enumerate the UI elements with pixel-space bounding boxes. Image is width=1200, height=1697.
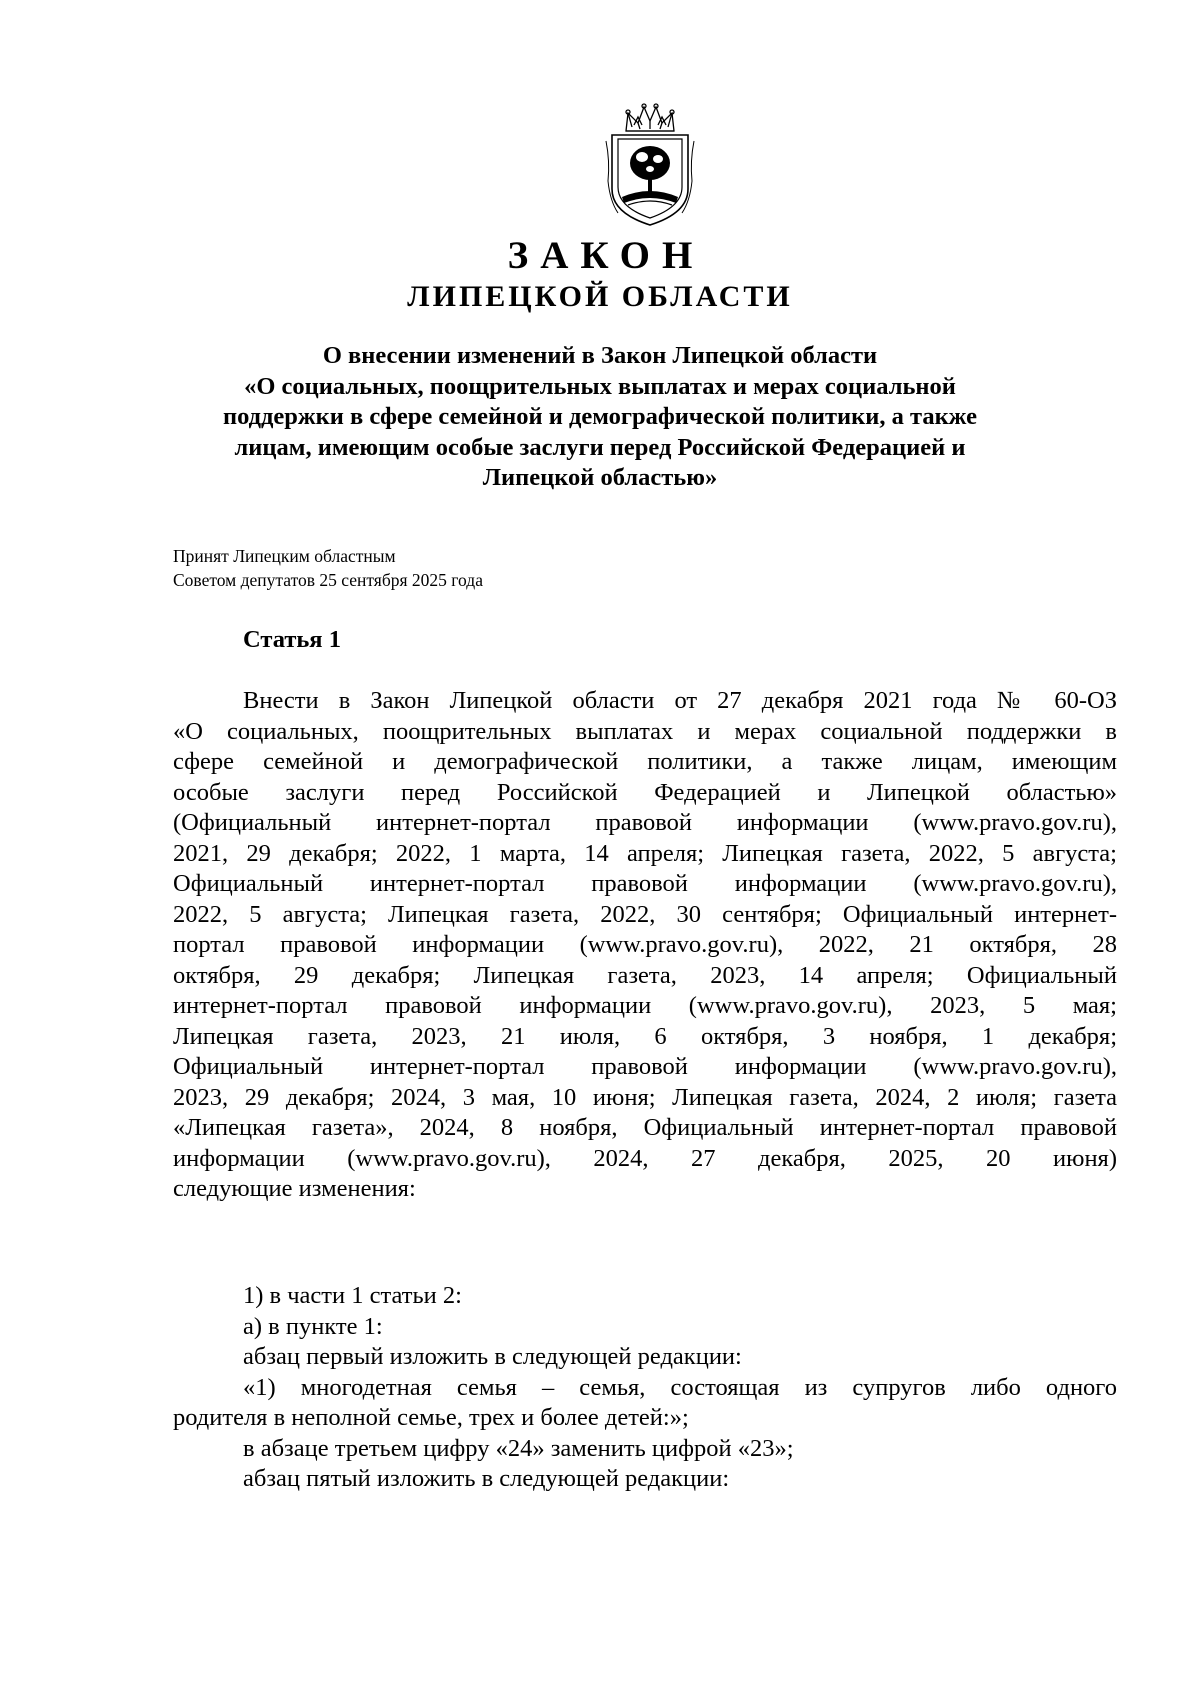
paragraph-line: Официальный интернет-портал правовой информации (www.pravo.gov.ru),: [173, 870, 1117, 897]
heading-line: поддержки в сфере семейной и демографической политики, а также: [222, 403, 978, 430]
law-heading: [190, 341, 1010, 494]
paragraph-line: сфере семейной и демографической политики, а также лицам, имеющим: [173, 748, 1117, 775]
coat-of-arms-icon: [604, 101, 696, 229]
heading-line: О внесении изменений в Закон Липецкой области: [322, 342, 878, 369]
paragraph-line: информации (www.pravo.gov.ru), 2024, 27 декабря, 2025, 20 июня): [173, 1144, 1117, 1172]
amendment-line: родителя в неполной семье, трех и более детей:»;: [173, 1404, 689, 1431]
heading-line: Липецкой областью»: [482, 464, 718, 491]
amendment-line: в абзаце третьем цифру «24» заменить цифрой «23»;: [243, 1434, 794, 1462]
amendment-line: 1) в части 1 статьи 2:: [243, 1282, 462, 1309]
adoption-line: Советом депутатов 25 сентября 2025 года: [173, 570, 483, 590]
document-type-title: ЗАКОН: [507, 234, 705, 277]
paragraph-line: особые заслуги перед Российской Федерацией и Липецкой областью»: [173, 778, 1117, 806]
article-title: Статья 1: [243, 626, 341, 653]
paragraph-line: портал правовой информации (www.pravo.gov.ru), 2022, 21 октября, 28: [173, 931, 1117, 958]
paragraph-line: 2021, 29 декабря; 2022, 1 марта, 14 апреля; Липецкая газета, 2022, 5 августа;: [173, 839, 1117, 867]
paragraph-line: Внести в Закон Липецкой области от 27 декабря 2021 года № 60-ОЗ: [243, 687, 1117, 714]
amendment-line: а) в пункте 1:: [243, 1312, 383, 1340]
region-title: ЛИПЕЦКОЙ ОБЛАСТИ: [407, 280, 793, 313]
heading-line: «О социальных, поощрительных выплатах и мерах социальной: [244, 372, 956, 400]
paragraph-line: Официальный интернет-портал правовой информации (www.pravo.gov.ru),: [173, 1053, 1117, 1080]
amendment-line: «1) многодетная семья – семья, состоящая из супругов либо одного: [243, 1373, 1117, 1401]
paragraph-line: «Липецкая газета», 2024, 8 ноября, Официальный интернет-портал правовой: [173, 1114, 1117, 1141]
amendment-line: абзац пятый изложить в следующей редакции:: [243, 1465, 730, 1492]
heading-line: лицам, имеющим особые заслуги перед Российской Федерацией и: [234, 433, 966, 461]
paragraph-line: следующие изменения:: [173, 1175, 416, 1202]
paragraph-line: (Официальный интернет-портал правовой информации (www.pravo.gov.ru),: [173, 809, 1117, 836]
paragraph-line: Липецкая газета, 2023, 21 июля, 6 октября, 3 ноября, 1 декабря;: [173, 1022, 1117, 1050]
amendment-items: [173, 1281, 1117, 1495]
adoption-line: Принят Липецким областным: [173, 546, 396, 566]
article-paragraph: [173, 686, 1117, 1205]
paragraph-line: октября, 29 декабря; Липецкая газета, 2023, 14 апреля; Официальный: [173, 961, 1117, 989]
amendment-line: абзац первый изложить в следующей редакции:: [243, 1343, 742, 1370]
adoption-note: [173, 544, 483, 592]
paragraph-line: 2022, 5 августа; Липецкая газета, 2022, 30 сентября; Официальный интернет-: [173, 900, 1117, 928]
paragraph-line: 2023, 29 декабря; 2024, 3 мая, 10 июня; Липецкая газета, 2024, 2 июля; газета: [173, 1083, 1117, 1111]
paragraph-line: «О социальных, поощрительных выплатах и мерах социальной поддержки в: [173, 717, 1117, 745]
paragraph-line: интернет-портал правовой информации (www.pravo.gov.ru), 2023, 5 мая;: [173, 992, 1117, 1019]
